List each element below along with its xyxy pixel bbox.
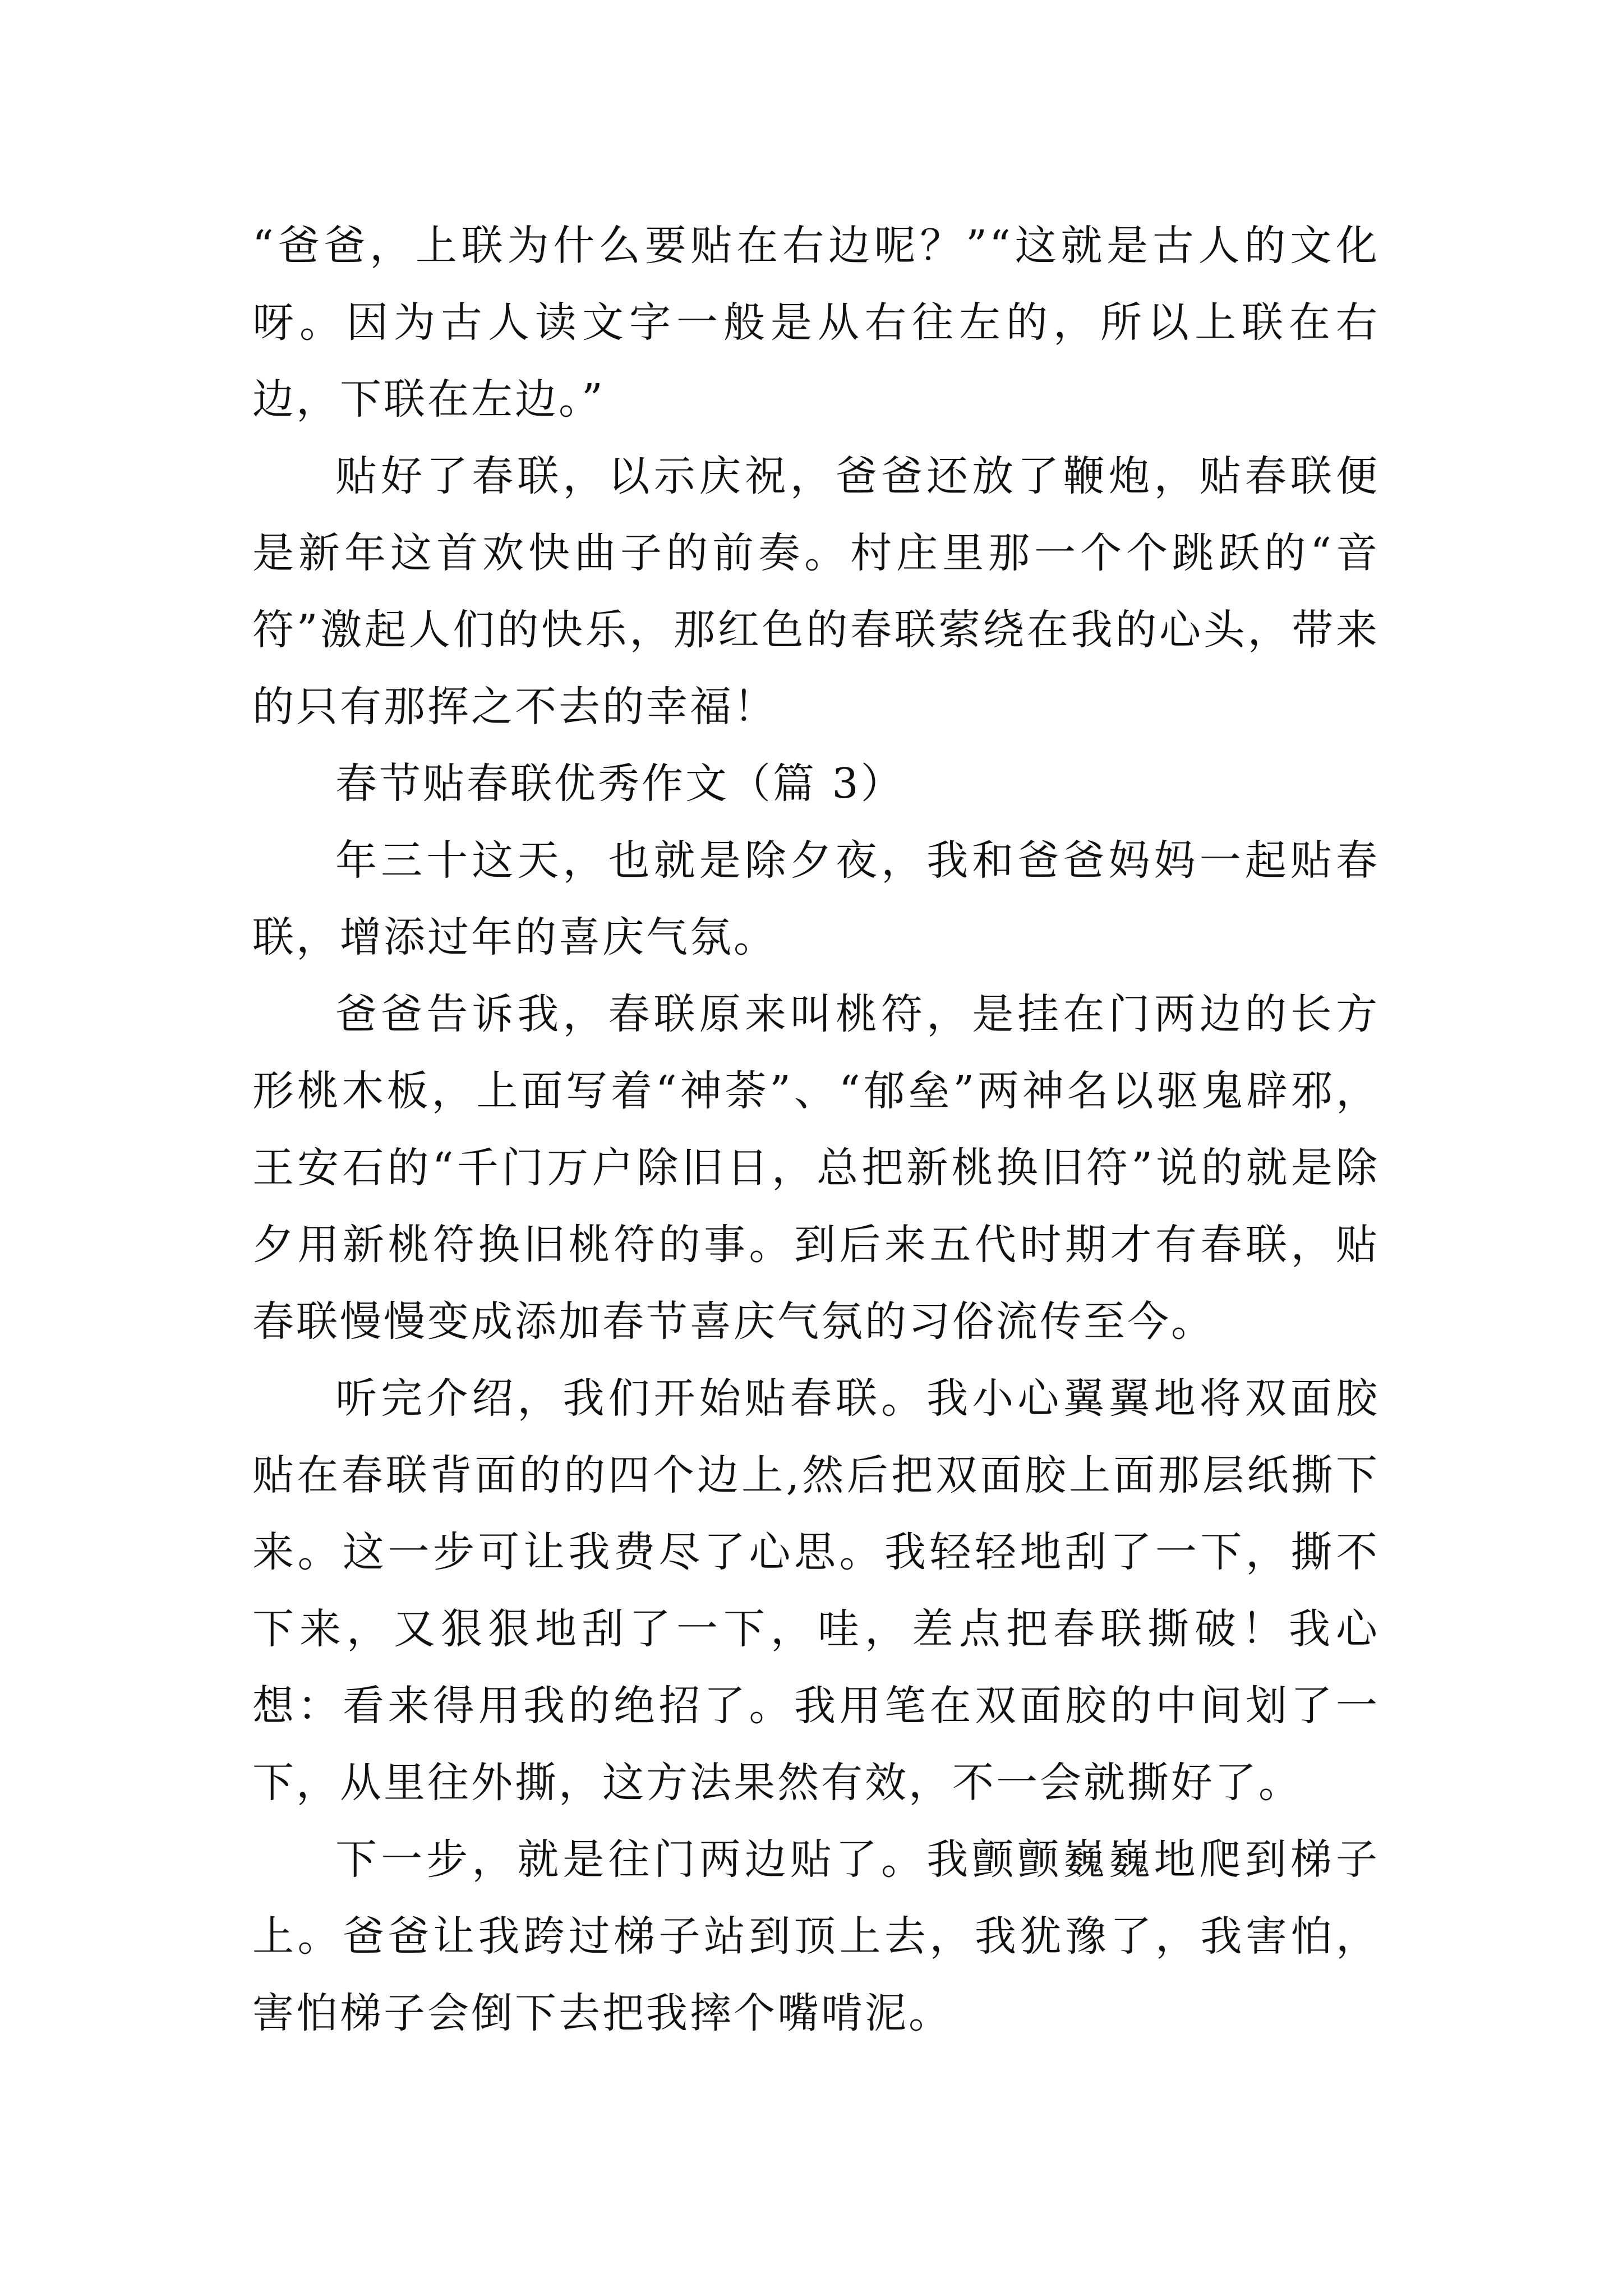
paragraph-1: “爸爸，上联为什么要贴在右边呢？”“这就是古人的文化呀。因为古人读文字一般是从右往左的，所以上联在右边，下联在左边。” bbox=[252, 222, 1380, 424]
paragraph-2: 贴好了春联，以示庆祝，爸爸还放了鞭炮，贴春联便是新年这首欢快曲子的前奏。村庄里那一个个跳跃的“音符”激起人们的快乐，那红色的春联萦绕在我的心头，带来的只有那挥之不去的幸福！ bbox=[252, 452, 1380, 731]
paragraph-3: 年三十这天，也就是除夕夜，我和爸爸妈妈一起贴春联，增添过年的喜庆气氛。 bbox=[252, 836, 1380, 961]
paragraph-6: 下一步，就是往门两边贴了。我颤颤巍巍地爬到梯子上。爸爸让我跨过梯子站到顶上去，我犹豫了，我害怕，害怕梯子会倒下去把我摔个嘴啃泥。 bbox=[252, 1835, 1380, 2037]
paragraph-5: 听完介绍，我们开始贴春联。我小心翼翼地将双面胶贴在春联背面的的四个边上,然后把双面胶上面那层纸撕下来。这一步可让我费尽了心思。我轻轻地刮了一下，撕不下来，又狠狠地刮了一下，哇，差点把春联撕破！我心想：看来得用我的绝招了。我用笔在双面胶的中间划了一下，从里往外撕，这方法果然有效，不一会就撕好了。 bbox=[252, 1374, 1380, 1807]
section-heading: 春节贴春联优秀作文（篇 3） bbox=[335, 760, 905, 808]
document-page bbox=[252, 208, 1380, 2052]
paragraph-4: 爸爸告诉我，春联原来叫桃符，是挂在门两边的长方形桃木板，上面写着“神荼”、“郁垒”两神名以驱鬼辟邪，王安石的“千门万户除旧日，总把新桃换旧符”说的就是除夕用新桃符换旧桃符的事。到后来五代时期才有春联，贴春联慢慢变成添加春节喜庆气氛的习俗流传至今。 bbox=[252, 990, 1380, 1346]
